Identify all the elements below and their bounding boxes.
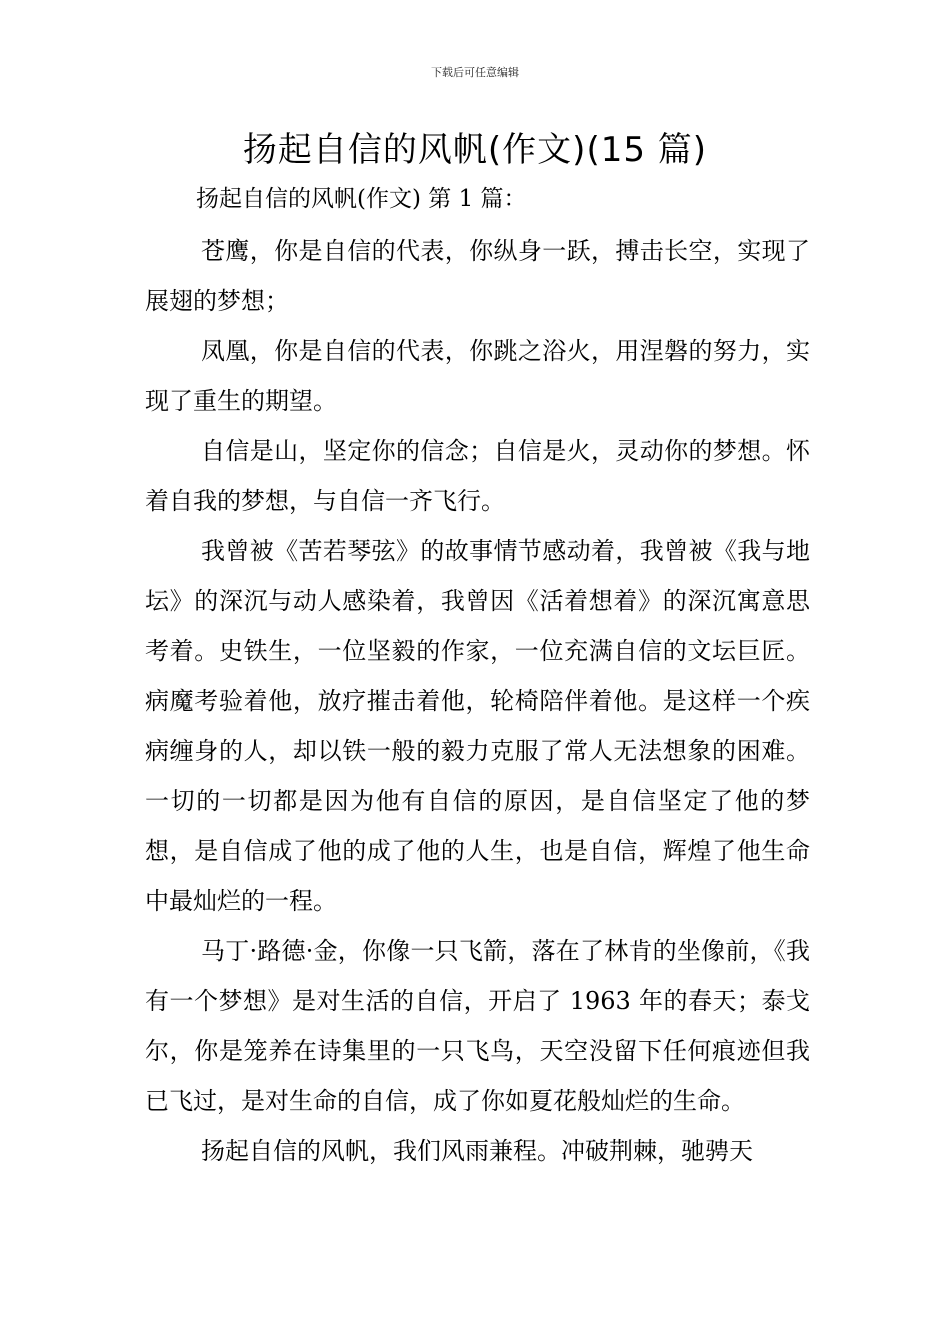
paragraph-5: 马丁·路德·金，你像一只飞箭，落在了林肯的坐像前，《我有一个梦想》是对生活的自信，开启了 1963 年的春天；泰戈尔，你是笼养在诗集里的一只飞鸟，天空没留下任何痕迹但我已飞过，是对生命的自信，成了你如夏花般灿烂的生命。 (145, 937, 810, 1115)
document-body (145, 226, 810, 1176)
paragraph-3: 自信是山，坚定你的信念；自信是火，灵动你的梦想。怀着自我的梦想，与自信一齐飞行。 (145, 437, 810, 515)
paragraph-6: 扬起自信的风帆，我们风雨兼程。冲破荆棘，驰骋天 (201, 1137, 753, 1165)
document-title: 扬起自信的风帆(作文)(15 篇) (242, 130, 708, 170)
paragraph-2: 凤凰，你是自信的代表，你跳之浴火，用涅磐的努力，实现了重生的期望。 (145, 337, 810, 415)
section-heading: 扬起自信的风帆(作文) 第 1 篇： (196, 186, 527, 212)
paragraph-4: 我曾被《苦若琴弦》的故事情节感动着，我曾被《我与地坛》的深沉与动人感染着，我曾因《活着想着》的深沉寓意思考着。史铁生，一位坚毅的作家，一位充满自信的文坛巨匠。病魔考验着他，放疗摧击着他，轮椅陪伴着他。是这样一个疾病缠身的人，却以铁一般的毅力克服了常人无法想象的困难。一切的一切都是因为他有自信的原因，是自信坚定了他的梦想，是自信成了他的成了他的人生，也是自信，辉煌了他生命中最灿烂的一程。 (145, 537, 810, 915)
header-note: 下载后可任意编辑 (431, 66, 519, 79)
paragraph-1: 苍鹰，你是自信的代表，你纵身一跃，搏击长空，实现了展翅的梦想； (145, 237, 810, 315)
